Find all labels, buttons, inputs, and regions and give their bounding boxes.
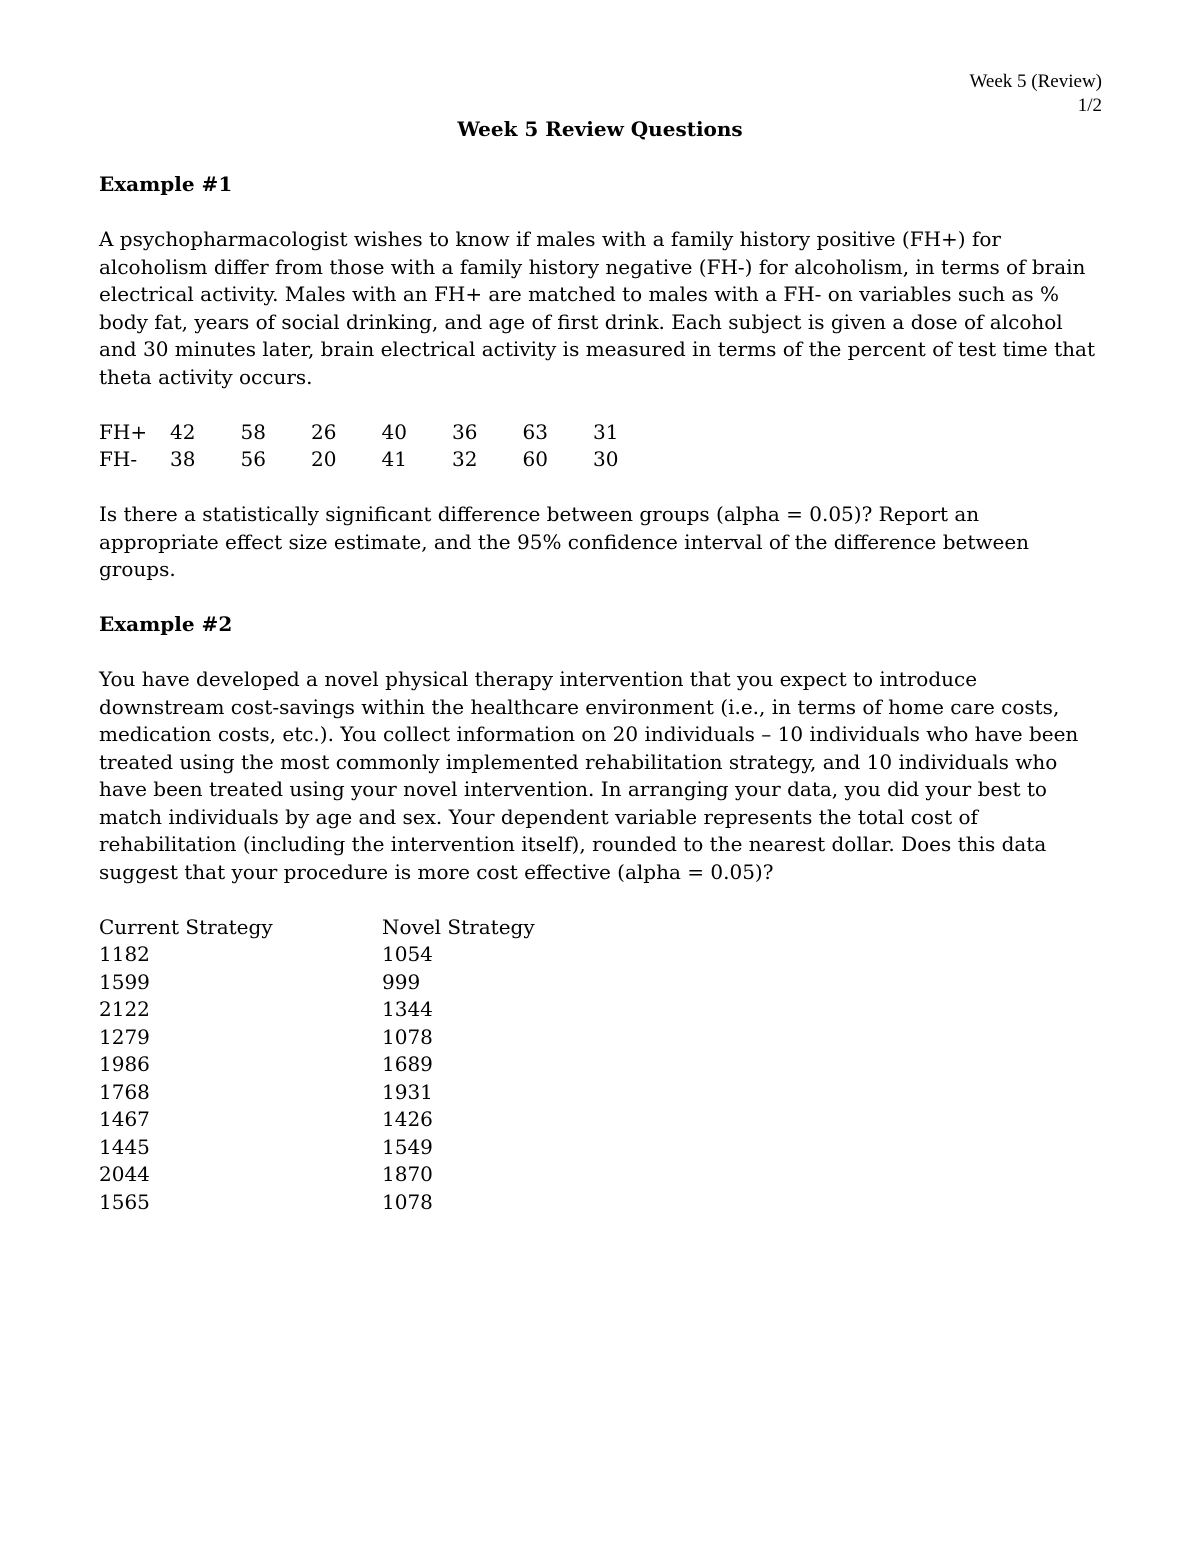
data-value: 60 <box>522 447 548 471</box>
cell-current: 1445 <box>99 1134 150 1159</box>
cell-novel: 1549 <box>382 1134 433 1159</box>
document-title: Week 5 Review Questions <box>457 117 743 141</box>
data-value: 63 <box>522 419 548 444</box>
data-value: 20 <box>311 447 337 471</box>
cell-current: 1182 <box>99 942 150 966</box>
data-value: 42 <box>170 419 196 444</box>
cell-novel: 1689 <box>382 1052 433 1076</box>
example-2-paragraph: You have developed a novel physical therapy intervention that you expect to introduce downstream cost-savings within the healthcare environment (i.e., in terms of home care costs, medication costs, etc.). You collect information on 20 individuals – 10 individuals who have been treated using the most commonly implemented rehabilitation strategy, and 10 individuals who have been treated using your novel intervention. In arranging your data, you did your best to match individuals by age and sex. Your dependent variable represents the total cost of rehabilitation (including the intervention itself), rounded to the nearest dollar. Does this data suggest that your procedure is more cost effective (alpha = 0.05)? <box>99 667 1079 884</box>
table-row <box>99 1051 1101 1079</box>
example-2-table <box>99 914 1101 1217</box>
column-header-current: Current Strategy <box>99 914 273 939</box>
cell-current: 1599 <box>99 969 150 994</box>
row-label: FH+ <box>99 419 148 444</box>
cell-novel: 1054 <box>382 942 433 966</box>
table-row <box>99 941 1101 969</box>
data-value: 38 <box>170 447 196 471</box>
header-page-number: 1/2 <box>1077 95 1102 116</box>
table-row <box>99 1079 1101 1107</box>
example-1-heading: Example #1 <box>99 172 233 196</box>
data-row-fh-positive <box>99 419 1101 447</box>
example-1-question: Is there a statistically significant difference between groups (alpha = 0.05)? Report an appropriate effect size estimate, and the 95% confidence interval of the difference between groups. <box>99 502 1030 581</box>
cell-current: 1467 <box>99 1107 150 1131</box>
cell-novel: 1931 <box>382 1079 433 1104</box>
example-2-heading: Example #2 <box>99 612 233 636</box>
cell-current: 1986 <box>99 1052 150 1076</box>
data-value: 30 <box>593 447 619 471</box>
data-value: 40 <box>381 419 407 444</box>
data-value: 26 <box>311 419 337 444</box>
table-row <box>99 1024 1101 1052</box>
data-value: 41 <box>381 447 407 471</box>
cell-current: 1768 <box>99 1079 150 1104</box>
document-body <box>99 116 1101 1216</box>
data-value: 32 <box>452 447 478 471</box>
table-row <box>99 1189 1101 1217</box>
table-row <box>99 1106 1101 1134</box>
table-row <box>99 969 1101 997</box>
table-row <box>99 996 1101 1024</box>
table-header-row <box>99 914 1101 942</box>
data-value: 56 <box>240 447 266 471</box>
column-header-novel: Novel Strategy <box>382 914 535 939</box>
example-1-paragraph: A psychopharmacologist wishes to know if males with a family history positive (FH+) for alcoholism differ from those with a family history negative (FH-) for alcoholism, in terms of brain electrical activity. Males with an FH+ are matched to males with a FH- on variables such as % body fat, years of social drinking, and age of first drink. Each subject is given a dose of alcohol and 30 minutes later, brain electrical activity is measured in terms of the percent of test time that theta activity occurs. <box>99 227 1095 389</box>
cell-current: 1279 <box>99 1024 150 1049</box>
data-value: 58 <box>240 419 266 444</box>
data-value: 36 <box>452 419 478 444</box>
table-row <box>99 1134 1101 1162</box>
data-value: 31 <box>593 419 619 444</box>
cell-novel: 999 <box>382 969 421 994</box>
cell-current: 2122 <box>99 997 150 1021</box>
cell-novel: 1078 <box>382 1189 433 1214</box>
example-1-data <box>99 419 1101 474</box>
table-row <box>99 1161 1101 1189</box>
cell-current: 1565 <box>99 1189 150 1214</box>
cell-current: 2044 <box>99 1162 150 1186</box>
cell-novel: 1078 <box>382 1024 433 1049</box>
data-row-fh-negative <box>99 446 1101 474</box>
cell-novel: 1870 <box>382 1162 433 1186</box>
header-week-label: Week 5 (Review) <box>969 71 1102 92</box>
cell-novel: 1426 <box>382 1107 433 1131</box>
row-label: FH- <box>99 447 138 471</box>
cell-novel: 1344 <box>382 997 433 1021</box>
page-header <box>970 70 1102 118</box>
